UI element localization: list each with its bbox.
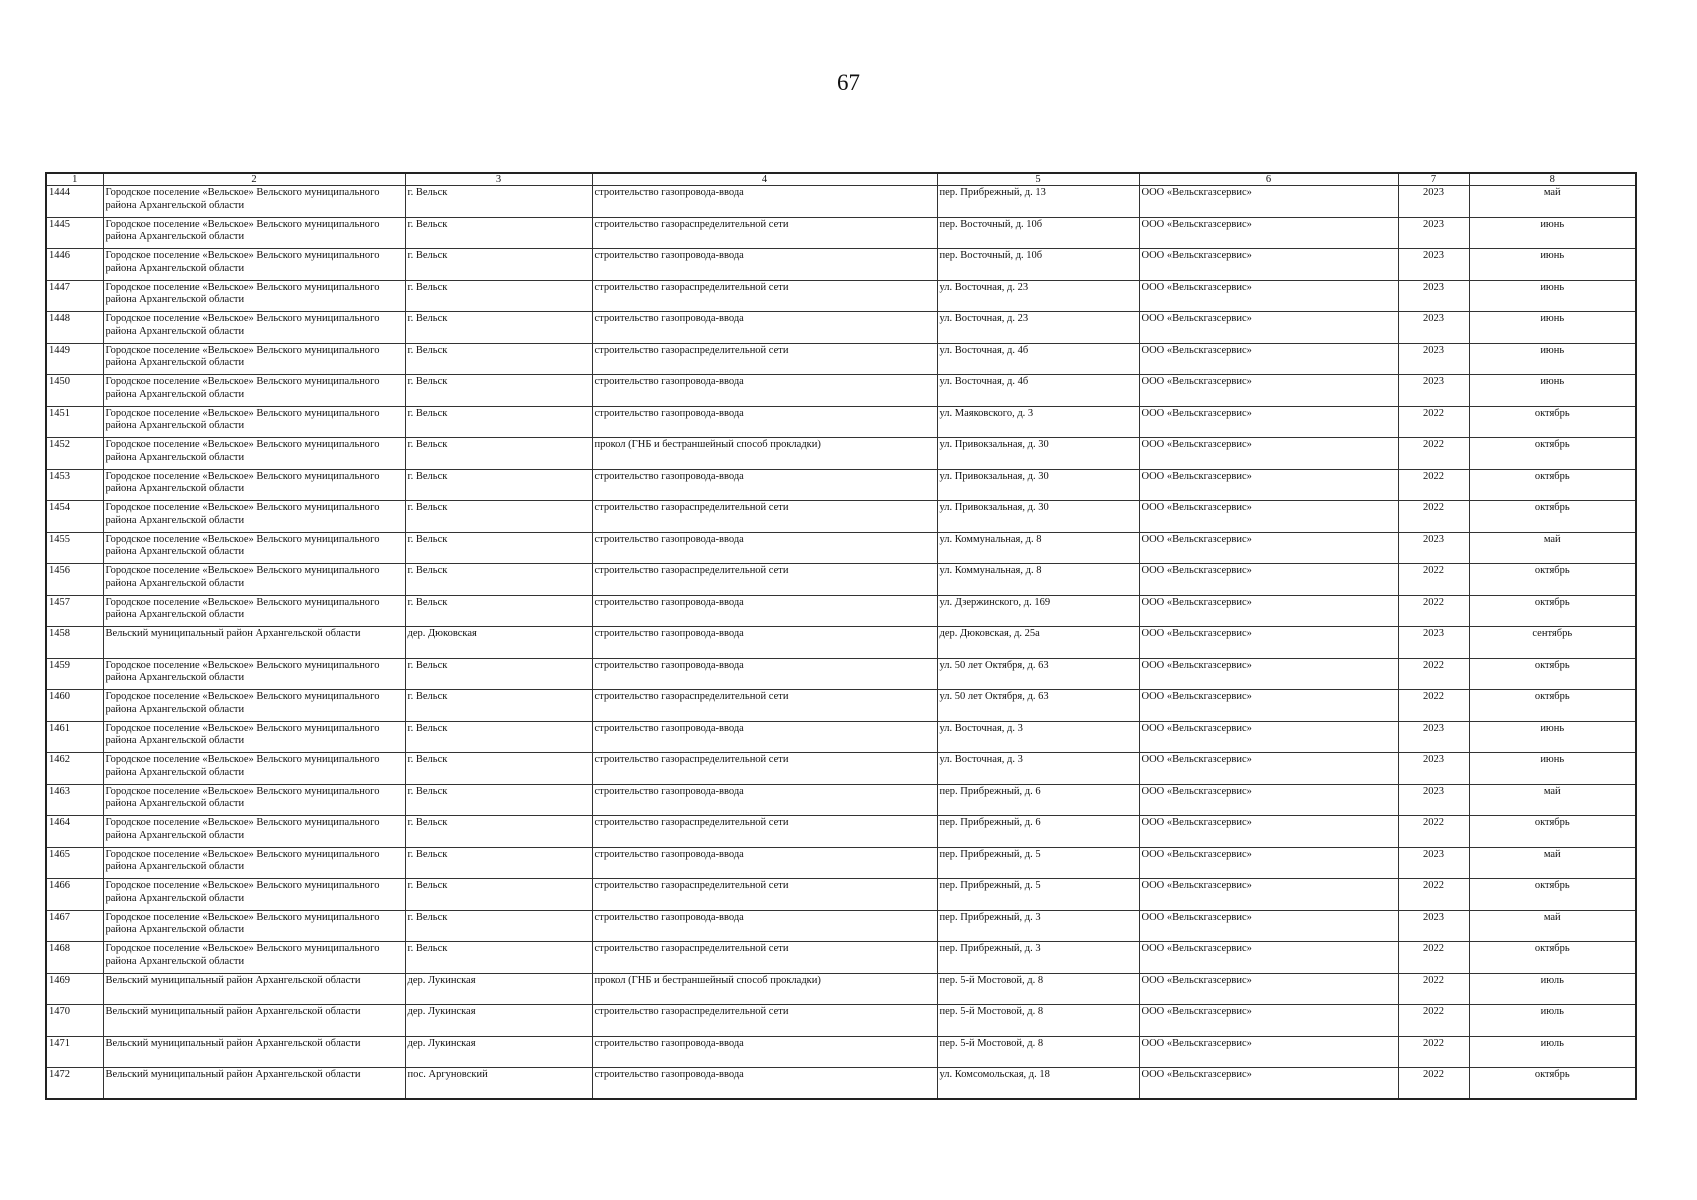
table-cell-col-6: ООО «Вельскгазсервис»: [1139, 1068, 1398, 1100]
table-cell-col-8: июнь: [1469, 280, 1636, 312]
table-row: [46, 280, 1636, 312]
table-cell-col-6: ООО «Вельскгазсервис»: [1139, 532, 1398, 564]
table-cell-col-1: 1450: [46, 375, 103, 407]
table-cell-col-2: Городское поселение «Вельское» Вельского муниципального района Архангельской области: [103, 280, 405, 312]
table-cell-col-8: октябрь: [1469, 501, 1636, 533]
table-cell-col-1: 1445: [46, 217, 103, 249]
table-row: [46, 627, 1636, 659]
table-cell-col-3: г. Вельск: [405, 343, 592, 375]
table-cell-col-4: строительство газораспределительной сети: [592, 564, 937, 596]
table-cell-col-8: октябрь: [1469, 406, 1636, 438]
table-cell-col-1: 1462: [46, 753, 103, 785]
column-header-7: 7: [1398, 173, 1469, 186]
table-cell-col-1: 1447: [46, 280, 103, 312]
table-cell-col-5: ул. Привокзальная, д. 30: [937, 469, 1139, 501]
table-cell-col-5: ул. 50 лет Октября, д. 63: [937, 690, 1139, 722]
table-cell-col-6: ООО «Вельскгазсервис»: [1139, 690, 1398, 722]
table-row: [46, 816, 1636, 848]
table-cell-col-2: Городское поселение «Вельское» Вельского муниципального района Архангельской области: [103, 375, 405, 407]
table-cell-col-6: ООО «Вельскгазсервис»: [1139, 1005, 1398, 1037]
table-cell-col-1: 1452: [46, 438, 103, 470]
table-cell-col-1: 1469: [46, 973, 103, 1005]
table-cell-col-3: г. Вельск: [405, 910, 592, 942]
table-cell-col-7: 2022: [1398, 1005, 1469, 1037]
table-cell-col-3: дер. Лукинская: [405, 1036, 592, 1068]
table-cell-col-5: ул. Восточная, д. 23: [937, 280, 1139, 312]
table-cell-col-2: Городское поселение «Вельское» Вельского муниципального района Архангельской области: [103, 186, 405, 218]
table-cell-col-4: строительство газопровода-ввода: [592, 1068, 937, 1100]
table-cell-col-5: дер. Дюковская, д. 25а: [937, 627, 1139, 659]
table-cell-col-4: строительство газораспределительной сети: [592, 280, 937, 312]
table-cell-col-5: пер. 5-й Мостовой, д. 8: [937, 973, 1139, 1005]
table-cell-col-6: ООО «Вельскгазсервис»: [1139, 910, 1398, 942]
table-row: [46, 942, 1636, 974]
column-header-2: 2: [103, 173, 405, 186]
table-cell-col-4: строительство газопровода-ввода: [592, 375, 937, 407]
table-cell-col-1: 1454: [46, 501, 103, 533]
table-cell-col-1: 1453: [46, 469, 103, 501]
table-cell-col-6: ООО «Вельскгазсервис»: [1139, 784, 1398, 816]
table-cell-col-1: 1463: [46, 784, 103, 816]
table-cell-col-7: 2023: [1398, 721, 1469, 753]
table-cell-col-3: г. Вельск: [405, 186, 592, 218]
table-row: [46, 438, 1636, 470]
table-cell-col-7: 2023: [1398, 186, 1469, 218]
table-cell-col-7: 2022: [1398, 658, 1469, 690]
table-cell-col-3: дер. Лукинская: [405, 973, 592, 1005]
table-cell-col-6: ООО «Вельскгазсервис»: [1139, 973, 1398, 1005]
table-cell-col-4: строительство газопровода-ввода: [592, 595, 937, 627]
table-cell-col-4: строительство газопровода-ввода: [592, 658, 937, 690]
table-row: [46, 879, 1636, 911]
table-cell-col-1: 1470: [46, 1005, 103, 1037]
table-cell-col-8: май: [1469, 847, 1636, 879]
table-cell-col-6: ООО «Вельскгазсервис»: [1139, 847, 1398, 879]
table-cell-col-6: ООО «Вельскгазсервис»: [1139, 186, 1398, 218]
table-cell-col-5: ул. Дзержинского, д. 169: [937, 595, 1139, 627]
table-cell-col-6: ООО «Вельскгазсервис»: [1139, 816, 1398, 848]
table-cell-col-4: строительство газораспределительной сети: [592, 942, 937, 974]
table-cell-col-3: пос. Аргуновский: [405, 1068, 592, 1100]
table-cell-col-4: строительство газопровода-ввода: [592, 721, 937, 753]
table-cell-col-2: Городское поселение «Вельское» Вельского муниципального района Архангельской области: [103, 721, 405, 753]
column-header-8: 8: [1469, 173, 1636, 186]
table-cell-col-1: 1459: [46, 658, 103, 690]
table-cell-col-5: ул. Комсомольская, д. 18: [937, 1068, 1139, 1100]
table-cell-col-5: пер. Прибрежный, д. 5: [937, 879, 1139, 911]
table-cell-col-1: 1472: [46, 1068, 103, 1100]
table-cell-col-5: ул. Привокзальная, д. 30: [937, 438, 1139, 470]
table-cell-col-2: Городское поселение «Вельское» Вельского муниципального района Архангельской области: [103, 501, 405, 533]
table-cell-col-4: строительство газопровода-ввода: [592, 532, 937, 564]
table-cell-col-4: строительство газопровода-ввода: [592, 312, 937, 344]
table-cell-col-6: ООО «Вельскгазсервис»: [1139, 312, 1398, 344]
table-cell-col-3: г. Вельск: [405, 469, 592, 501]
table-cell-col-7: 2022: [1398, 564, 1469, 596]
table-cell-col-3: г. Вельск: [405, 942, 592, 974]
table-cell-col-7: 2022: [1398, 1068, 1469, 1100]
table-cell-col-6: ООО «Вельскгазсервис»: [1139, 249, 1398, 281]
table-cell-col-5: ул. Коммунальная, д. 8: [937, 532, 1139, 564]
table-cell-col-8: июнь: [1469, 217, 1636, 249]
table-cell-col-4: строительство газопровода-ввода: [592, 249, 937, 281]
table-cell-col-2: Городское поселение «Вельское» Вельского муниципального района Архангельской области: [103, 816, 405, 848]
table-cell-col-7: 2022: [1398, 973, 1469, 1005]
table-row: [46, 501, 1636, 533]
table-cell-col-4: строительство газораспределительной сети: [592, 1005, 937, 1037]
table-cell-col-7: 2023: [1398, 753, 1469, 785]
table-row: [46, 721, 1636, 753]
table-row: [46, 690, 1636, 722]
table-cell-col-3: г. Вельск: [405, 501, 592, 533]
table-cell-col-7: 2023: [1398, 312, 1469, 344]
table-cell-col-7: 2023: [1398, 784, 1469, 816]
table-cell-col-3: г. Вельск: [405, 595, 592, 627]
table-cell-col-1: 1468: [46, 942, 103, 974]
table-cell-col-1: 1464: [46, 816, 103, 848]
table-cell-col-2: Городское поселение «Вельское» Вельского муниципального района Архангельской области: [103, 847, 405, 879]
column-header-1: 1: [46, 173, 103, 186]
column-header-3: 3: [405, 173, 592, 186]
table-cell-col-4: строительство газопровода-ввода: [592, 910, 937, 942]
table-cell-col-5: ул. Восточная, д. 23: [937, 312, 1139, 344]
table-cell-col-4: строительство газораспределительной сети: [592, 816, 937, 848]
table-cell-col-2: Городское поселение «Вельское» Вельского муниципального района Архангельской области: [103, 784, 405, 816]
table-row: [46, 847, 1636, 879]
table-cell-col-5: пер. Прибрежный, д. 3: [937, 942, 1139, 974]
table-cell-col-8: октябрь: [1469, 816, 1636, 848]
table-cell-col-8: октябрь: [1469, 879, 1636, 911]
table-cell-col-3: дер. Дюковская: [405, 627, 592, 659]
table-cell-col-8: октябрь: [1469, 1068, 1636, 1100]
table-cell-col-5: ул. Привокзальная, д. 30: [937, 501, 1139, 533]
table-cell-col-3: г. Вельск: [405, 564, 592, 596]
table-cell-col-2: Вельский муниципальный район Архангельской области: [103, 627, 405, 659]
table-cell-col-8: июнь: [1469, 721, 1636, 753]
table-cell-col-1: 1444: [46, 186, 103, 218]
table-cell-col-7: 2023: [1398, 910, 1469, 942]
table-cell-col-5: ул. Восточная, д. 3: [937, 721, 1139, 753]
table-cell-col-2: Вельский муниципальный район Архангельской области: [103, 1005, 405, 1037]
table-cell-col-8: октябрь: [1469, 595, 1636, 627]
table-cell-col-7: 2023: [1398, 280, 1469, 312]
table-cell-col-7: 2023: [1398, 375, 1469, 407]
table-cell-col-3: г. Вельск: [405, 753, 592, 785]
table-cell-col-8: июль: [1469, 1005, 1636, 1037]
table-cell-col-1: 1456: [46, 564, 103, 596]
table-cell-col-1: 1446: [46, 249, 103, 281]
table-row: [46, 375, 1636, 407]
table-cell-col-6: ООО «Вельскгазсервис»: [1139, 469, 1398, 501]
column-header-4: 4: [592, 173, 937, 186]
table-cell-col-5: пер. Прибрежный, д. 13: [937, 186, 1139, 218]
table-cell-col-8: октябрь: [1469, 469, 1636, 501]
table-cell-col-6: ООО «Вельскгазсервис»: [1139, 627, 1398, 659]
table-cell-col-7: 2022: [1398, 1036, 1469, 1068]
table-row: [46, 312, 1636, 344]
table-cell-col-5: ул. 50 лет Октября, д. 63: [937, 658, 1139, 690]
table-cell-col-2: Вельский муниципальный район Архангельской области: [103, 973, 405, 1005]
table-cell-col-2: Городское поселение «Вельское» Вельского муниципального района Архангельской области: [103, 942, 405, 974]
table-cell-col-6: ООО «Вельскгазсервис»: [1139, 375, 1398, 407]
table-cell-col-6: ООО «Вельскгазсервис»: [1139, 217, 1398, 249]
table-cell-col-8: июнь: [1469, 343, 1636, 375]
table-cell-col-4: строительство газопровода-ввода: [592, 186, 937, 218]
table-cell-col-5: ул. Восточная, д. 4б: [937, 343, 1139, 375]
table-row: [46, 249, 1636, 281]
table-cell-col-5: пер. Восточный, д. 10б: [937, 249, 1139, 281]
table-row: [46, 469, 1636, 501]
table-cell-col-4: строительство газопровода-ввода: [592, 784, 937, 816]
table-cell-col-5: пер. Прибрежный, д. 6: [937, 784, 1139, 816]
table-cell-col-2: Городское поселение «Вельское» Вельского муниципального района Архангельской области: [103, 658, 405, 690]
data-table: [45, 172, 1637, 1100]
table-cell-col-3: г. Вельск: [405, 217, 592, 249]
table-cell-col-8: октябрь: [1469, 690, 1636, 722]
table-row: [46, 1005, 1636, 1037]
table-cell-col-2: Городское поселение «Вельское» Вельского муниципального района Архангельской области: [103, 753, 405, 785]
table-cell-col-2: Городское поселение «Вельское» Вельского муниципального района Архангельской области: [103, 595, 405, 627]
table-cell-col-8: июль: [1469, 1036, 1636, 1068]
table-cell-col-3: г. Вельск: [405, 438, 592, 470]
table-cell-col-4: строительство газопровода-ввода: [592, 627, 937, 659]
table-row: [46, 753, 1636, 785]
table-cell-col-7: 2022: [1398, 942, 1469, 974]
table-row: [46, 910, 1636, 942]
table-cell-col-7: 2023: [1398, 249, 1469, 281]
column-header-6: 6: [1139, 173, 1398, 186]
table-cell-col-1: 1465: [46, 847, 103, 879]
table-cell-col-2: Городское поселение «Вельское» Вельского муниципального района Архангельской области: [103, 249, 405, 281]
table-cell-col-3: дер. Лукинская: [405, 1005, 592, 1037]
table-cell-col-1: 1451: [46, 406, 103, 438]
table-cell-col-1: 1461: [46, 721, 103, 753]
table-cell-col-8: сентябрь: [1469, 627, 1636, 659]
table-cell-col-1: 1455: [46, 532, 103, 564]
table-cell-col-1: 1457: [46, 595, 103, 627]
table-cell-col-6: ООО «Вельскгазсервис»: [1139, 1036, 1398, 1068]
table-cell-col-3: г. Вельск: [405, 249, 592, 281]
table-cell-col-7: 2023: [1398, 343, 1469, 375]
table-cell-col-7: 2022: [1398, 595, 1469, 627]
table-row: [46, 784, 1636, 816]
table-cell-col-2: Городское поселение «Вельское» Вельского муниципального района Архангельской области: [103, 564, 405, 596]
table-cell-col-8: май: [1469, 784, 1636, 816]
table-cell-col-2: Вельский муниципальный район Архангельской области: [103, 1068, 405, 1100]
table-cell-col-6: ООО «Вельскгазсервис»: [1139, 343, 1398, 375]
table-cell-col-2: Городское поселение «Вельское» Вельского муниципального района Архангельской области: [103, 879, 405, 911]
table-cell-col-7: 2022: [1398, 879, 1469, 911]
table-row: [46, 1068, 1636, 1100]
table-cell-col-7: 2023: [1398, 217, 1469, 249]
table-cell-col-5: пер. 5-й Мостовой, д. 8: [937, 1005, 1139, 1037]
table-cell-col-5: пер. Прибрежный, д. 5: [937, 847, 1139, 879]
table-cell-col-1: 1471: [46, 1036, 103, 1068]
table-row: [46, 343, 1636, 375]
table-cell-col-1: 1449: [46, 343, 103, 375]
table-row: [46, 186, 1636, 218]
table-cell-col-1: 1458: [46, 627, 103, 659]
table-cell-col-6: ООО «Вельскгазсервис»: [1139, 438, 1398, 470]
table-cell-col-4: строительство газопровода-ввода: [592, 469, 937, 501]
table-cell-col-8: май: [1469, 532, 1636, 564]
table-cell-col-5: ул. Восточная, д. 3: [937, 753, 1139, 785]
table-cell-col-8: май: [1469, 910, 1636, 942]
table-cell-col-5: ул. Восточная, д. 4б: [937, 375, 1139, 407]
table-cell-col-2: Городское поселение «Вельское» Вельского муниципального района Архангельской области: [103, 690, 405, 722]
table-cell-col-6: ООО «Вельскгазсервис»: [1139, 406, 1398, 438]
table-cell-col-8: июль: [1469, 973, 1636, 1005]
table-cell-col-4: строительство газопровода-ввода: [592, 1036, 937, 1068]
table-cell-col-4: строительство газораспределительной сети: [592, 217, 937, 249]
table-cell-col-3: г. Вельск: [405, 312, 592, 344]
table-cell-col-8: октябрь: [1469, 438, 1636, 470]
table-cell-col-8: июнь: [1469, 375, 1636, 407]
table-cell-col-8: июнь: [1469, 249, 1636, 281]
table-cell-col-6: ООО «Вельскгазсервис»: [1139, 753, 1398, 785]
table-cell-col-7: 2022: [1398, 406, 1469, 438]
table-cell-col-3: г. Вельск: [405, 879, 592, 911]
table-cell-col-7: 2022: [1398, 438, 1469, 470]
table-cell-col-3: г. Вельск: [405, 847, 592, 879]
table-cell-col-7: 2022: [1398, 690, 1469, 722]
table-cell-col-2: Городское поселение «Вельское» Вельского муниципального района Архангельской области: [103, 217, 405, 249]
table-cell-col-4: строительство газораспределительной сети: [592, 879, 937, 911]
table-cell-col-6: ООО «Вельскгазсервис»: [1139, 501, 1398, 533]
table-cell-col-4: прокол (ГНБ и бестраншейный способ прокладки): [592, 973, 937, 1005]
page-number: 67: [837, 70, 860, 95]
table-cell-col-7: 2022: [1398, 501, 1469, 533]
table-cell-col-1: 1448: [46, 312, 103, 344]
table-cell-col-4: строительство газораспределительной сети: [592, 343, 937, 375]
table-cell-col-4: строительство газораспределительной сети: [592, 501, 937, 533]
table-cell-col-7: 2023: [1398, 532, 1469, 564]
table-cell-col-2: Вельский муниципальный район Архангельской области: [103, 1036, 405, 1068]
table-cell-col-6: ООО «Вельскгазсервис»: [1139, 721, 1398, 753]
header-row: [46, 173, 1636, 186]
table-cell-col-3: г. Вельск: [405, 721, 592, 753]
table-cell-col-8: октябрь: [1469, 942, 1636, 974]
table-cell-col-5: пер. Прибрежный, д. 3: [937, 910, 1139, 942]
table-cell-col-2: Городское поселение «Вельское» Вельского муниципального района Архангельской области: [103, 532, 405, 564]
table-cell-col-1: 1460: [46, 690, 103, 722]
table-cell-col-7: 2023: [1398, 847, 1469, 879]
table-cell-col-8: июнь: [1469, 753, 1636, 785]
table-row: [46, 658, 1636, 690]
table-cell-col-3: г. Вельск: [405, 532, 592, 564]
table-cell-col-3: г. Вельск: [405, 375, 592, 407]
table-cell-col-8: июнь: [1469, 312, 1636, 344]
table-cell-col-5: ул. Маяковского, д. 3: [937, 406, 1139, 438]
table-cell-col-2: Городское поселение «Вельское» Вельского муниципального района Архангельской области: [103, 469, 405, 501]
table-row: [46, 1036, 1636, 1068]
column-header-5: 5: [937, 173, 1139, 186]
table-cell-col-4: строительство газораспределительной сети: [592, 753, 937, 785]
table-row: [46, 973, 1636, 1005]
table-cell-col-4: строительство газопровода-ввода: [592, 847, 937, 879]
table-cell-col-2: Городское поселение «Вельское» Вельского муниципального района Архангельской области: [103, 438, 405, 470]
table-row: [46, 406, 1636, 438]
table-cell-col-7: 2022: [1398, 816, 1469, 848]
table-row: [46, 532, 1636, 564]
table-cell-col-6: ООО «Вельскгазсервис»: [1139, 942, 1398, 974]
table-cell-col-3: г. Вельск: [405, 784, 592, 816]
table-cell-col-6: ООО «Вельскгазсервис»: [1139, 564, 1398, 596]
table-cell-col-5: пер. Восточный, д. 10б: [937, 217, 1139, 249]
table-cell-col-6: ООО «Вельскгазсервис»: [1139, 879, 1398, 911]
table-cell-col-2: Городское поселение «Вельское» Вельского муниципального района Архангельской области: [103, 312, 405, 344]
table-cell-col-3: г. Вельск: [405, 816, 592, 848]
table-cell-col-4: строительство газопровода-ввода: [592, 406, 937, 438]
table-row: [46, 595, 1636, 627]
table-cell-col-1: 1466: [46, 879, 103, 911]
table-cell-col-6: ООО «Вельскгазсервис»: [1139, 658, 1398, 690]
table-cell-col-4: прокол (ГНБ и бестраншейный способ прокладки): [592, 438, 937, 470]
table-cell-col-8: октябрь: [1469, 658, 1636, 690]
table-cell-col-7: 2022: [1398, 469, 1469, 501]
table-cell-col-6: ООО «Вельскгазсервис»: [1139, 280, 1398, 312]
table-row: [46, 564, 1636, 596]
table-cell-col-2: Городское поселение «Вельское» Вельского муниципального района Архангельской области: [103, 406, 405, 438]
table-cell-col-5: ул. Коммунальная, д. 8: [937, 564, 1139, 596]
table-cell-col-3: г. Вельск: [405, 690, 592, 722]
table-cell-col-3: г. Вельск: [405, 406, 592, 438]
table-cell-col-3: г. Вельск: [405, 280, 592, 312]
table-cell-col-2: Городское поселение «Вельское» Вельского муниципального района Архангельской области: [103, 910, 405, 942]
table-cell-col-5: пер. 5-й Мостовой, д. 8: [937, 1036, 1139, 1068]
table-cell-col-2: Городское поселение «Вельское» Вельского муниципального района Архангельской области: [103, 343, 405, 375]
table-cell-col-8: май: [1469, 186, 1636, 218]
table-row: [46, 217, 1636, 249]
table-cell-col-5: пер. Прибрежный, д. 6: [937, 816, 1139, 848]
table-cell-col-7: 2023: [1398, 627, 1469, 659]
table-cell-col-6: ООО «Вельскгазсервис»: [1139, 595, 1398, 627]
table-cell-col-8: октябрь: [1469, 564, 1636, 596]
table-cell-col-1: 1467: [46, 910, 103, 942]
table-cell-col-4: строительство газораспределительной сети: [592, 690, 937, 722]
table-body: [46, 186, 1636, 1100]
table-cell-col-3: г. Вельск: [405, 658, 592, 690]
